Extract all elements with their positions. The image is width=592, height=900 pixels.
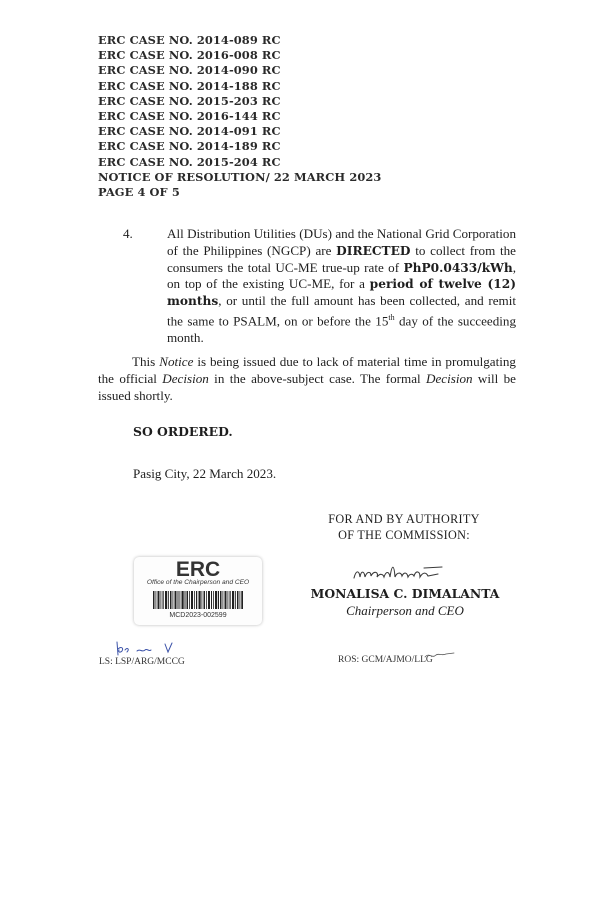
so-ordered: SO ORDERED. <box>133 424 233 439</box>
ordinal-suffix: th <box>388 312 395 322</box>
italic-decision: Decision <box>426 370 473 386</box>
authority-block <box>314 512 494 543</box>
signer-name: MONALISA C. DIMALANTA <box>310 586 500 601</box>
text-run: This <box>132 354 160 369</box>
italic-decision: Decision <box>162 370 209 386</box>
text-run: in the above-subject case. The formal <box>208 370 427 386</box>
bold-period: period of twelve (12) months <box>167 277 516 309</box>
signer-title: Chairperson and CEO <box>346 603 464 618</box>
place-and-date: Pasig City, 22 March 2023. <box>133 466 277 481</box>
case-line: ERC CASE NO. 2016-144 RC <box>98 109 281 124</box>
case-line: ERC CASE NO. 2014-189 RC <box>98 139 281 154</box>
stamp-code: MCD2023-002599 <box>169 612 227 619</box>
case-line: ERC CASE NO. 2014-089 RC <box>98 33 281 47</box>
case-line: ERC CASE NO. 2015-204 RC <box>98 154 281 169</box>
text-run: , or until the full amount has been collected, and remit the same to PSALM, on or before the 15 <box>167 293 516 329</box>
stamp-subtitle: Office of the Chairperson and CEO <box>146 579 250 586</box>
authority-line: FOR AND BY AUTHORITY <box>328 512 480 526</box>
authority-line: OF THE COMMISSION: <box>338 527 470 542</box>
bold-rate: PhP0.0433/kWh <box>403 260 513 275</box>
bold-directed: DIRECTED <box>336 243 411 258</box>
handwritten-signature <box>350 558 450 584</box>
directive-item-4 <box>123 226 516 347</box>
ros-initials-line: ROS: GCM/AJMO/LLG <box>338 655 433 665</box>
ls-initials-line: LS: LSP/ARG/MCCG <box>99 657 185 667</box>
erc-receipt-stamp <box>134 557 262 625</box>
case-line: ERC CASE NO. 2014-091 RC <box>98 124 281 139</box>
text-run: to collect from the consumers the total UC-ME true-up rate of <box>167 242 516 275</box>
page-number: PAGE 4 OF 5 <box>98 185 180 200</box>
stamp-title: ERC <box>175 558 221 581</box>
text-run: day of the succeeding month. <box>167 313 516 346</box>
case-line: ERC CASE NO. 2014-090 RC <box>98 63 281 78</box>
case-line: ERC CASE NO. 2014-188 RC <box>98 78 281 93</box>
barcode-icon <box>153 591 243 609</box>
notice-paragraph <box>98 354 516 404</box>
case-header <box>98 33 381 200</box>
text-run: is being issued due to lack of material time in promulgating the official <box>98 354 516 386</box>
notice-title: NOTICE OF RESOLUTION/ 22 MARCH 2023 <box>98 169 382 184</box>
italic-notice: Notice <box>159 354 194 369</box>
handwritten-initials <box>113 640 183 658</box>
initial-mark <box>424 650 456 660</box>
text-run: All Distribution Utilities (DUs) and the National Grid Corporation of the Philippines (NGCP) are <box>167 226 516 258</box>
case-line: ERC CASE NO. 2016-008 RC <box>98 48 281 63</box>
case-line: ERC CASE NO. 2015-203 RC <box>98 93 281 108</box>
text-run: will be issued shortly. <box>98 370 516 403</box>
item-4-text <box>167 226 516 347</box>
text-run: , on top of the existing UC-ME, for a <box>167 259 516 292</box>
item-number: 4. <box>123 226 133 241</box>
